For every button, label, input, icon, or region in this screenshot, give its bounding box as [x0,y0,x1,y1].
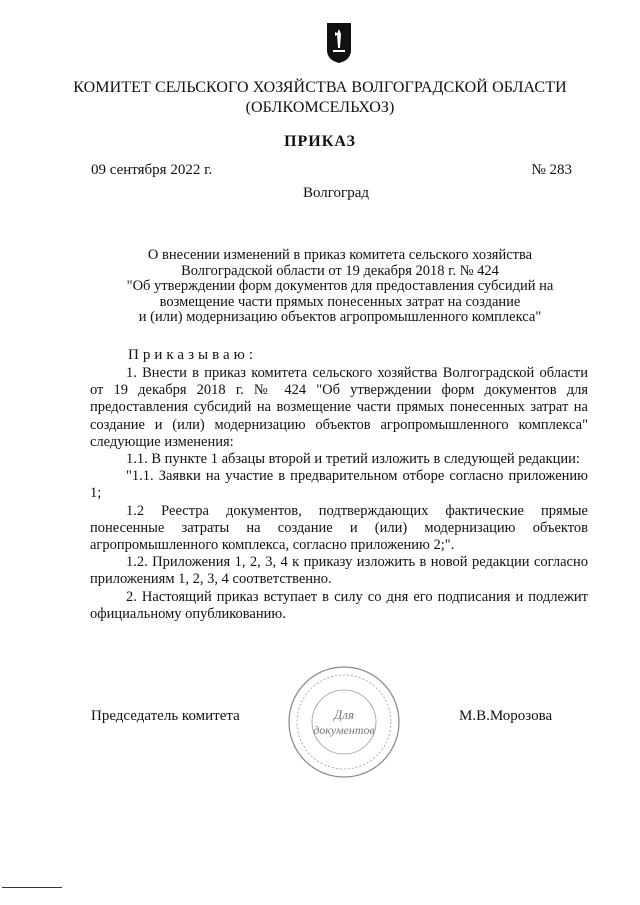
document-type-title: ПРИКАЗ [284,133,356,150]
body-paragraph: "1.1. Заявки на участие в предварительном отборе согласно приложению 1; [90,468,588,502]
signatory-name: М.В.Морозова [459,708,553,724]
footer-divider [2,887,62,888]
organization-name: КОМИТЕТ СЕЛЬСКОГО ХОЗЯЙСТВА ВОЛГОГРАДСКОЙ ОБЛАСТИ [73,79,567,96]
subject-line: Волгоградской области от 19 декабря 2018 г. № 424 [181,262,499,279]
signatory-position: Председатель комитета [91,708,240,724]
body-paragraph: 1.1. В пункте 1 абзацы второй и третий изложить в следующей редакции: [126,451,580,468]
subject-line: О внесении изменений в приказ комитета сельского хозяйства [147,247,533,263]
organization-abbreviation: (ОБЛКОМСЕЛЬХОЗ) [245,99,395,116]
order-word: Приказываю: [128,347,257,363]
body-paragraph: 1.2. Приложения 1, 2, 3, 4 к приказу изложить в новой редакции согласно приложениям 1, 2, 3, 4 соответственно. [90,554,588,588]
stamp-text-1: Для [334,707,354,722]
body-paragraph: 2. Настоящий приказ вступает в силу со дня его подписания и подлежит официальному опубликованию. [90,588,588,622]
document-number: № 283 [531,162,572,178]
body-paragraph: 1. Внести в приказ комитета сельского хозяйства Волгоградской области от 19 декабря 2018 г. № 424 "Об утверждении форм документов для предоставления субсидий на возмещение части прямых понесенных затрат на создание и (или) модернизацию объектов агропромышленного комплекса" следующие изменения: [90,365,588,450]
stamp-text-2: документов [313,723,375,737]
seal-stamp [286,664,402,780]
document-city: Волгоград [302,185,369,201]
document-body [90,365,588,623]
coat-of-arms-icon [326,22,352,64]
document-subject [95,248,585,326]
document-date: 09 сентября 2022 г. [91,162,213,178]
subject-line: и (или) модернизацию объектов агропромышленного комплекса" [138,309,542,325]
subject-line: возмещение части прямых понесенных затрат на создание [159,293,521,310]
body-paragraph: 1.2 Реестра документов, подтверждающих фактические прямые понесенные затраты на создание и (или) модернизацию объектов агропромышленного комплекса, согласно приложению 2;". [90,502,588,554]
subject-line: "Об утверждении форм документов для предоставления субсидий на [126,278,554,294]
